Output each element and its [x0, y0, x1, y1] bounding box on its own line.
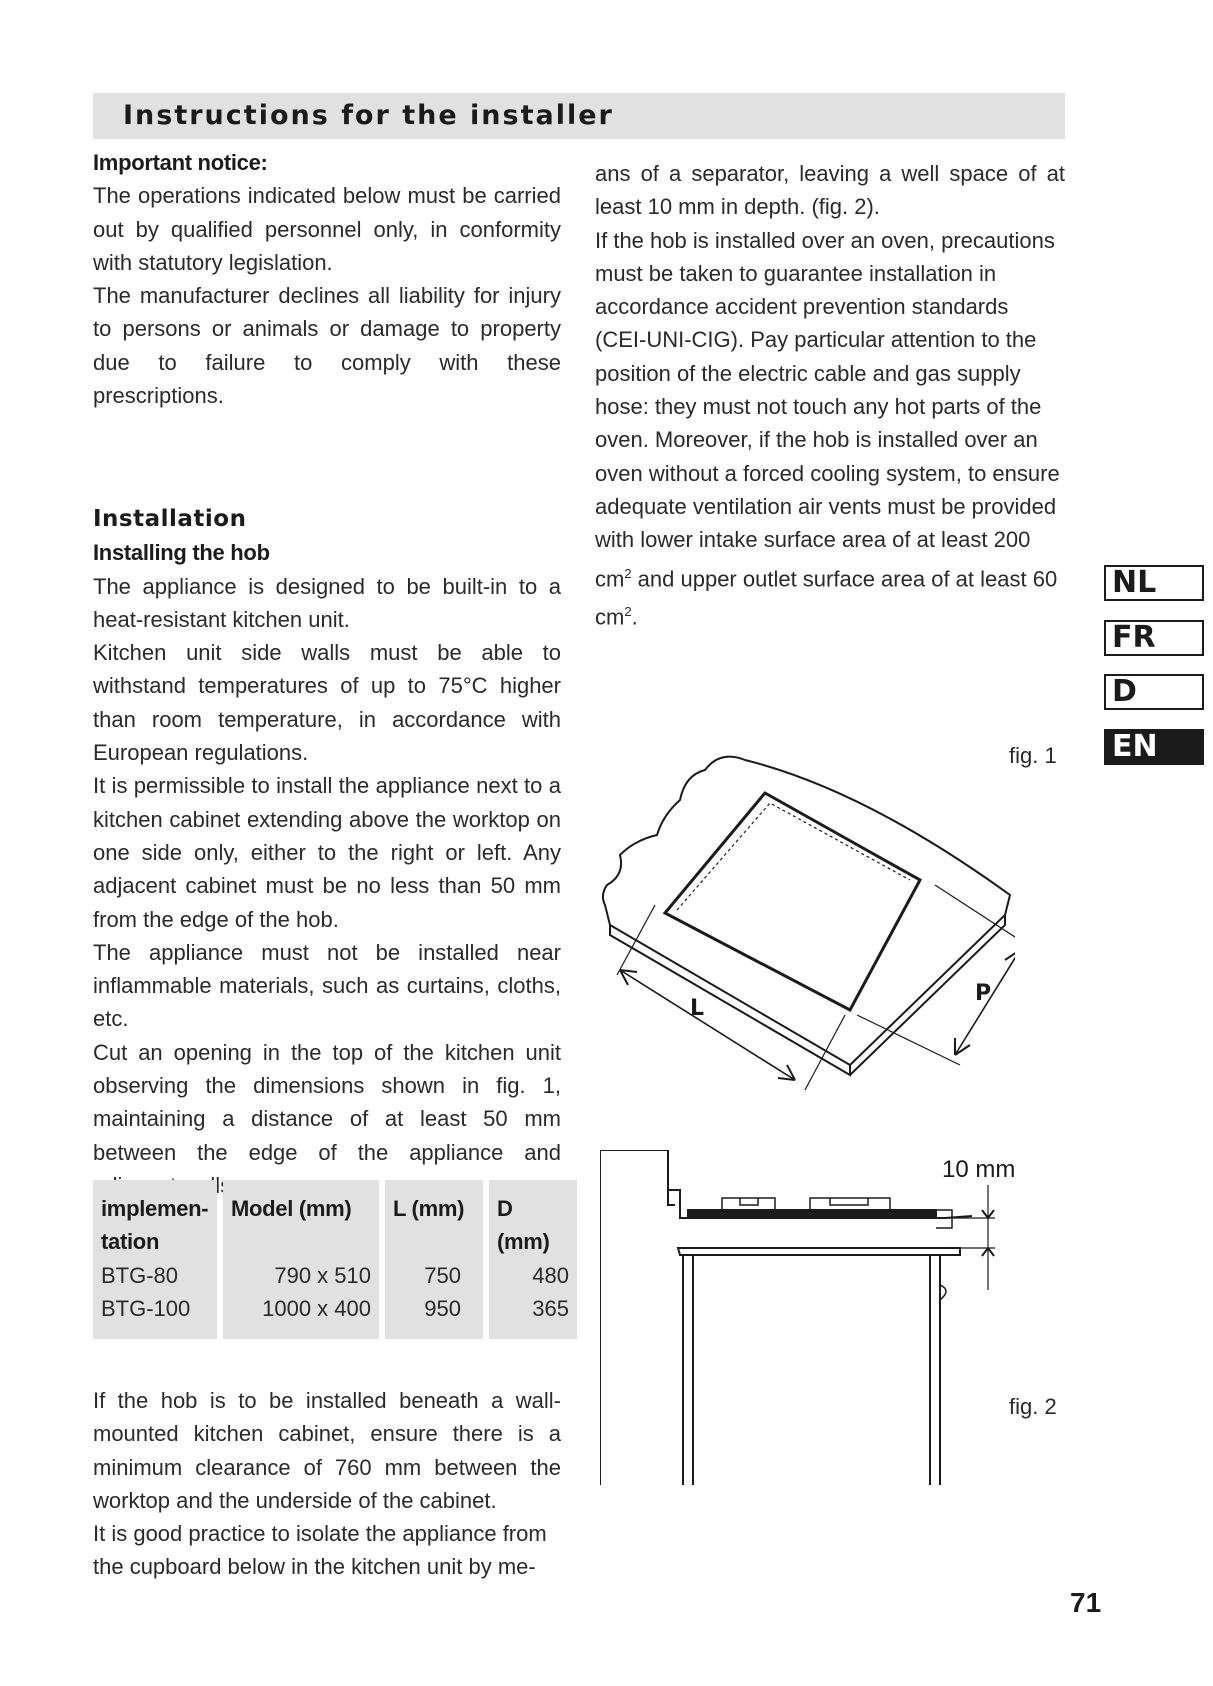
installation-section	[93, 503, 561, 1202]
burner-left	[722, 1198, 775, 1210]
cabinet-section	[93, 1384, 561, 1584]
cabinet-left-side	[683, 1255, 693, 1485]
right-column	[595, 157, 1065, 634]
table-header-d: D (mm)	[489, 1180, 577, 1259]
superscript-squared: 2	[624, 604, 632, 620]
burner-right	[810, 1198, 890, 1210]
page-number: 71	[1070, 1587, 1102, 1618]
installation-paragraph-4: The appliance must not be installed near inflammable materials, such as curtains, cloths, etc.	[93, 939, 561, 1032]
language-tab-nl[interactable]: NL	[1104, 565, 1204, 601]
installing-hob-heading: Installing the hob	[93, 540, 270, 566]
fig2-caption: fig. 2	[1009, 1394, 1057, 1419]
dim-p-arrow-top	[1005, 950, 1015, 967]
table-header-model: Model (mm)	[223, 1180, 379, 1259]
cabinet-right-side	[930, 1255, 940, 1485]
language-tab-fr[interactable]: FR	[1104, 620, 1204, 656]
table-row	[93, 1259, 577, 1292]
installation-paragraph-2: Kitchen unit side walls must be able to withstand temperatures of up to 75°C higher than room temperature, in accordance with European regulations.	[93, 640, 561, 766]
cabinet-paragraph-1: If the hob is to be installed beneath a wall-mounted kitchen cabinet, ensure there is a minimum clearance of 760 mm between the worktop and the underside of the cabinet.	[93, 1388, 561, 1513]
notice-paragraph-1: The operations indicated below must be carried out by qualified personnel only, in conformity with statutory legislation.	[93, 183, 561, 275]
superscript-squared: 2	[624, 565, 632, 581]
separator-panel	[678, 1248, 960, 1255]
right-paragraph-2-text-a: If the hob is installed over an oven, precautions must be taken to guarantee installation in accordance accident prevention standards (CEI-UNI-CIG). Pay particular attention to the position of the electric cable and gas supply hose: they must not touch any hot parts of the oven. Moreover, if the hob is installed over an oven without a forced cooling system, to ensure adequate ventilation air vents must be provided with lower intake surface area of at least 200 cm	[595, 227, 1060, 591]
installation-paragraph-3: It is permissible to install the appliance next to a kitchen cabinet extending above the worktop on one side only, either to the right or left. Any adjacent cabinet must be no less than 50 mm from the edge of the hob.	[93, 773, 561, 932]
dim-p-extension-bottom	[857, 1015, 960, 1065]
important-notice-heading: Important notice:	[93, 150, 268, 175]
right-paragraph-2-text-c: .	[631, 604, 638, 630]
table-header-row	[93, 1180, 577, 1259]
section-header	[93, 93, 1065, 139]
table-cell: BTG-100	[93, 1292, 217, 1339]
wall-edge	[668, 1150, 675, 1205]
table-cell: 950	[385, 1292, 483, 1339]
cutout-outline	[665, 793, 920, 1010]
right-paragraph-2-text-b: and upper outlet surface area of at least 60 cm	[595, 565, 1058, 630]
dimensions-table	[87, 1180, 583, 1339]
cabinet-paragraph-2: It is good practice to isolate the appliance from the cupboard below in the kitchen unit by me-	[93, 1521, 547, 1580]
dim-l-line	[620, 970, 795, 1080]
table-cell: 365	[489, 1292, 577, 1339]
right-paragraph-2	[595, 224, 1065, 634]
table-cell: 750	[385, 1259, 483, 1292]
installation-paragraph-1: The appliance is designed to be built-in to a heat-resistant kitchen unit.	[93, 573, 561, 632]
wall-outline	[600, 1150, 668, 1485]
table-cell: 480	[489, 1259, 577, 1292]
left-column	[93, 146, 561, 412]
table-row	[93, 1292, 577, 1339]
table-cell: 790 x 510	[223, 1259, 379, 1292]
dim-p-arrow-bottom	[955, 1038, 970, 1055]
table-header-implementation: implemen-tation	[93, 1180, 217, 1259]
right-paragraph-1: ans of a separator, leaving a well space of at least 10 mm in depth. (fig. 2).	[595, 161, 1065, 220]
dim-l-extension-left	[617, 905, 655, 975]
table-header-l: L (mm)	[385, 1180, 483, 1259]
installation-paragraph-5: Cut an opening in the top of the kitchen unit observing the dimensions shown in fig. 1, maintaining a distance of at least 50 mm between the edge of the appliance and	[93, 1039, 561, 1165]
fig1-caption: fig. 1	[1009, 743, 1057, 768]
fig2-section-diagram	[600, 1150, 1070, 1490]
page-title: Instructions for the installer	[123, 100, 614, 131]
installation-heading: Installation	[93, 506, 247, 532]
dim-10mm-label: 10 mm	[942, 1156, 1016, 1183]
dim-p-label: P	[975, 981, 992, 1006]
dim-l-label: L	[690, 996, 705, 1021]
fig1-worktop-diagram	[595, 745, 1015, 1115]
language-tab-d[interactable]: D	[1104, 674, 1204, 710]
hob-glass	[688, 1210, 936, 1218]
language-tab-en[interactable]: EN	[1104, 729, 1204, 765]
table-cell: 1000 x 400	[223, 1292, 379, 1339]
table-cell: BTG-80	[93, 1259, 217, 1292]
worktop-outline	[603, 757, 1010, 1065]
notice-paragraph-2: The manufacturer declines all liability for injury to persons or animals or damage to property due to failure to comply with these prescriptions.	[93, 283, 561, 409]
